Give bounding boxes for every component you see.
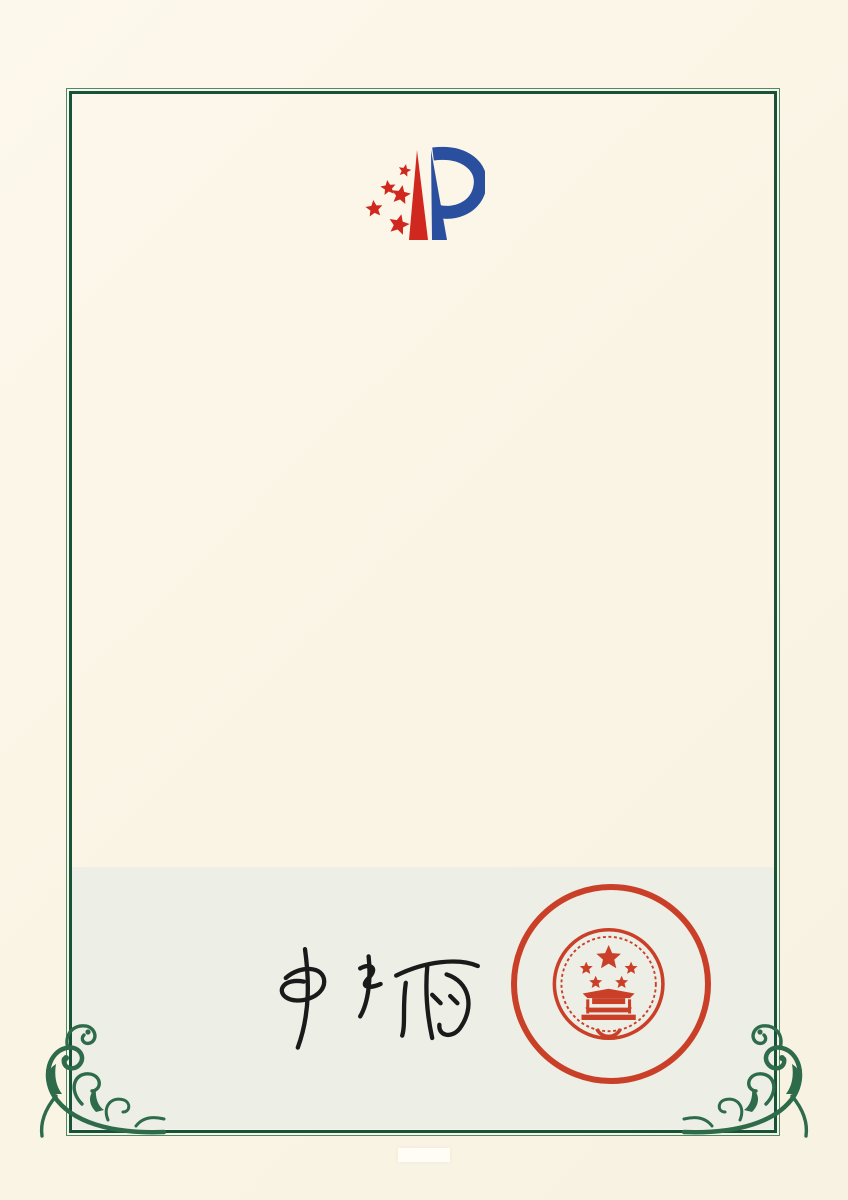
field-row-filing-date (117, 518, 237, 539)
official-seal (511, 884, 711, 1084)
corner-flourish-left (16, 1012, 166, 1150)
field-row-name (117, 359, 237, 380)
barcode (119, 895, 343, 913)
qr-code (683, 145, 769, 231)
field-row-patent-number (117, 466, 237, 487)
cnipa-logo-icon (343, 137, 485, 251)
field-row-patentee (117, 566, 237, 587)
national-emblem-icon (550, 925, 668, 1043)
certificate-border-frame (66, 88, 780, 1136)
field-row-inventors (117, 417, 237, 438)
field-row-address (117, 618, 237, 639)
continuation-note (398, 1148, 450, 1162)
field-row-grant (117, 669, 123, 690)
officer-signature (245, 941, 485, 1051)
corner-flourish-right (682, 1012, 832, 1150)
